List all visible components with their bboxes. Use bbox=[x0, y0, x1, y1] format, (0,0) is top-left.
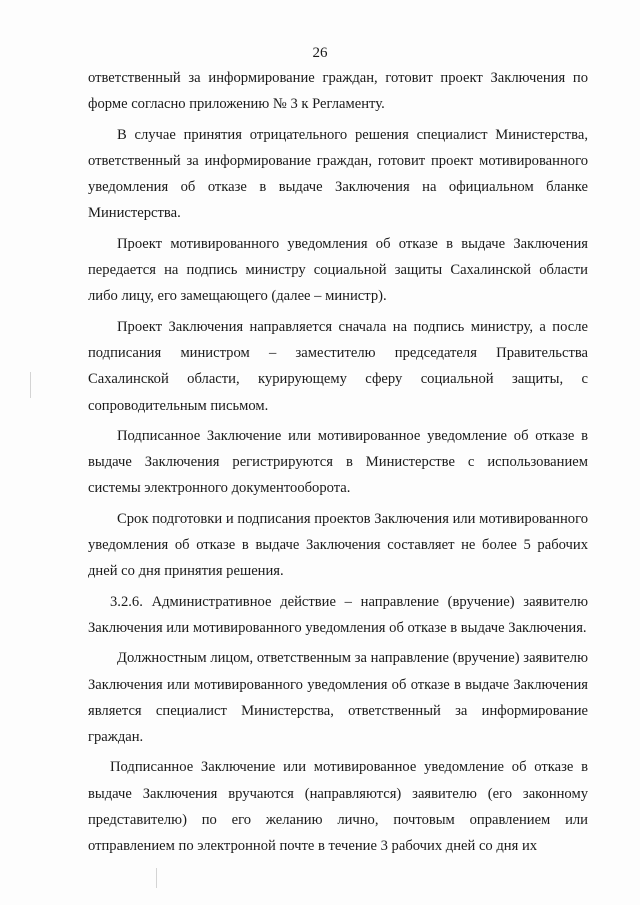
scan-artifact-left bbox=[30, 372, 31, 398]
paragraph-5: Подписанное Заключение или мотивированное уведомление об отказе в выдаче Заключения регистрируются в Министерстве с использованием системы электронного документооборота. bbox=[88, 427, 588, 497]
paragraph-8: Должностным лицом, ответственным за направление (вручение) заявителю Заключения или мотивированного уведомления об отказе в выдаче Заключения является специалист Министерства, ответственный за информирование граждан. bbox=[88, 650, 588, 746]
paragraph-1: ответственный за информирование граждан, готовит проект Заключения по форме согласно приложению № 3 к Регламенту. bbox=[88, 70, 588, 113]
paragraph-2: В случае принятия отрицательного решения специалист Министерства, ответственный за информирование граждан, готовит проект мотивированного уведомления об отказе в выдаче Заключения на официальном бланке Министерства. bbox=[88, 126, 588, 222]
paragraph-3: Проект мотивированного уведомления об отказе в выдаче Заключения передается на подпись министру социальной защиты Сахалинской области либо лицу, его замещающего (далее – министр). bbox=[88, 235, 588, 305]
scan-artifact-bottom bbox=[156, 868, 157, 888]
paragraph-6: Срок подготовки и подписания проектов Заключения или мотивированного уведомления об отказе в выдаче Заключения составляет не более 5 рабочих дней со дня принятия решения. bbox=[88, 510, 588, 580]
paragraph-7: 3.2.6. Административное действие – направление (вручение) заявителю Заключения или мотивированного уведомления об отказе в выдаче Заключения. bbox=[88, 593, 588, 636]
page-number: 26 bbox=[312, 45, 328, 61]
paragraph-4: Проект Заключения направляется сначала на подпись министру, а после подписания министром – заместителю председателя Правительства Сахалинской области, курирующему сферу социальной защиты, с сопроводительным письмом. bbox=[88, 318, 588, 414]
paragraph-9: Подписанное Заключение или мотивированное уведомление об отказе в выдаче Заключения вручаются (направляются) заявителю (его законному представителю) по его желанию лично, почтовым оправлением или отправлением по электронной почте в течение 3 рабочих дней со дня их bbox=[88, 759, 588, 855]
document-body bbox=[88, 65, 588, 864]
